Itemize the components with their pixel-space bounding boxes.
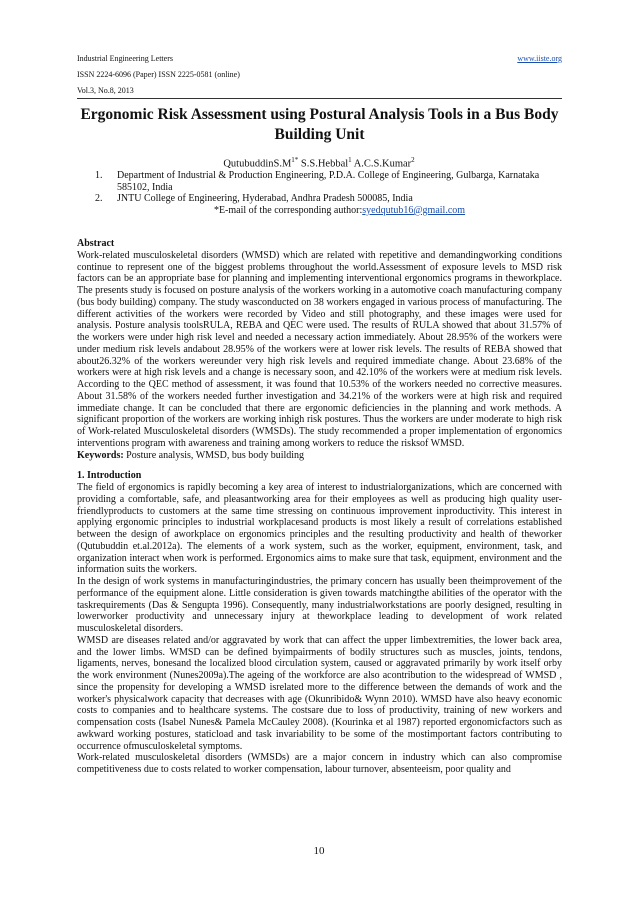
corresponding-email-line	[77, 205, 562, 217]
author-1-mark: 1*	[291, 156, 299, 164]
keywords-text: Posture analysis, WMSD, bus body building	[123, 449, 305, 461]
email-link[interactable]: syedqutub16@gmail.com	[362, 204, 466, 216]
affiliation-2-number: 2.	[95, 193, 103, 205]
affiliation-1-text: Department of Industrial & Production Engineering, P.D.A. College of Engineering, Gulbarga, Karnataka 585102, India	[117, 170, 540, 193]
paper-title: Ergonomic Risk Assessment using Postural Analysis Tools in a Bus Body Building Unit	[80, 106, 559, 143]
header-divider	[77, 98, 562, 99]
intro-paragraph-1: The field of ergonomics is rapidly becoming a key area of interest to industrialorganizations, which are concerned with providing a comfortable, safe, and pleasantworking area for their employees as well as producing high quality user-friendlyproducts to customers at the same time stressing on continuous improvement inproductivity. This interest in applying ergonomic principles to industrial workplacesand products is most likely a result of correlations established between the design of aworkplace on ergonomics principles and the resulting productivity and health of theworker (Qutubuddin et.al.2012a). The elements of a work system, such as the worker, equipment, environment, task, and organization interact when work is performed. Ergonomics aims to make sure that task, equipment, environment and the information suits the workers.	[77, 482, 562, 576]
journal-url-link[interactable]: www.iiste.org	[517, 54, 562, 63]
body-text	[77, 238, 562, 776]
issn-line: ISSN 2224-6096 (Paper) ISSN 2225-0581 (online)	[77, 70, 240, 79]
abstract-heading: Abstract	[77, 238, 115, 249]
volume-line: Vol.3, No.8, 2013	[77, 86, 134, 95]
author-2: S.S.Hebbal	[298, 158, 349, 170]
affiliation-2	[77, 193, 562, 205]
affiliation-1	[77, 170, 562, 193]
intro-paragraph-3: WMSD are diseases related and/or aggravated by work that can affect the upper limbextremities, the lower back area, and the lower limbs. WMSD can be defined byimpairments of bodily structures such as muscles, joints, tendons, ligaments, nerves, bonesand the localized blood circulation system, caused or aggravated primarily by work itself orby the work environment (Nunes2009a).The ageing of the workforce are also acontribution to the widespread of WMSD , since the propensity for developing a WMSD isrelated more to the difference between the demands of work and the worker's physicalwork capacity that decreases with age (Okunribido& Wynn 2010). WMSD have also heavy economic costs to companies and to healthcare systems. The costsare due to loss of productivity, training of new workers and compensation costs (Isabel Nunes& Pamela McCauley 2008). (Kourinka et al 1987) reported ergonomicfactors such as awkward working postures, staticload and task invariability to be some of the mostimportant factors contributing to occurrence ofmusculoskeletal symptoms.	[77, 634, 562, 752]
author-3: A.C.S.Kumar	[351, 158, 412, 170]
author-2-mark: 1	[348, 156, 352, 164]
keywords-line	[77, 450, 562, 462]
keywords-label: Keywords:	[77, 449, 124, 461]
affiliations	[77, 170, 562, 216]
author-3-mark: 2	[411, 156, 415, 164]
section-heading-introduction: 1. Introduction	[77, 470, 142, 482]
intro-paragraph-2: In the design of work systems in manufacturingindustries, the primary concern has usually been theimprovement of the performance of the equipment alone. Little consideration is given towards matchingthe abilities of the operator with the taskrequirements (Das & Sengupta 1996). Consequently, many industrialworkstations are poorly designed, resulting in lowerworker productivity and unnecessary injury at theworkplace leading to development of work related musculoskeletal disorders.	[77, 576, 562, 634]
journal-name: Industrial Engineering Letters	[77, 54, 173, 63]
abstract-text: Work-related musculoskeletal disorders (WMSD) which are related with repetitive and demandingworking conditions continue to represent one of the biggest problems throughout the world.Assessment of exposure levels to MSD risk factors can be an appropriate base for planning and implementing interventional ergonomics programs in theworkplace. The presents study is focused on posture analysis of the workers working in a automotive coach manufacturing company (bus body building) company. The study wasconducted on 38 workers engaged in various process of manufacturing. The different activities of the workers were recorded by Video and still photography, and these images were used for analysis. Posture analysis toolsRULA, REBA and QEC were used. The results of RULA showed that about 31.57% of the workers were under high risk level and needed a necessary action immediately. About 28.95% of the workers were under medium risk levels andabout 28.95% of the workers were at lower risk levels. The results of REBA showed that about26.32% of the workers wereunder very high risk levels and required immediate change. About 23.68% of the workers were at high risk levels and a change is necessary soon, and 42.10% of the workers were at medium risk levels. According to the QEC method of assessment, it was found that 10.53% of the workers needed no corrective measures. About 31.58% of the workers needed further investigation and 34.21% of the workers were at high risk and required immediate change. It can be concluded that there are ergonomic deficiencies in the planning and work methods. A significant proportion of the workers are working inhigh risk postures. Thus the workers are under moderate to high risk of Work-related Musculoskeletal disorders (WMSDs). The study recommended a proper implementation of ergonomics interventions program with awareness and training among workers to reduce the risksof WMSD.	[77, 249, 562, 449]
email-prefix: *E-mail of the corresponding author:	[213, 204, 363, 216]
author-line	[0, 156, 638, 170]
author-1: QutubuddinS.M	[223, 158, 292, 170]
page-number: 10	[313, 845, 325, 857]
affiliation-1-number: 1.	[95, 170, 103, 181]
intro-paragraph-4: Work-related musculoskeletal disorders (WMSDs) are a major concern in industry which can also compromise competitiveness due to costs related to worker compensation, labour turnover, absenteeism, poor quality and	[77, 752, 562, 775]
affiliation-2-text: JNTU College of Engineering, Hyderabad, Andhra Pradesh 500085, India	[117, 193, 413, 205]
